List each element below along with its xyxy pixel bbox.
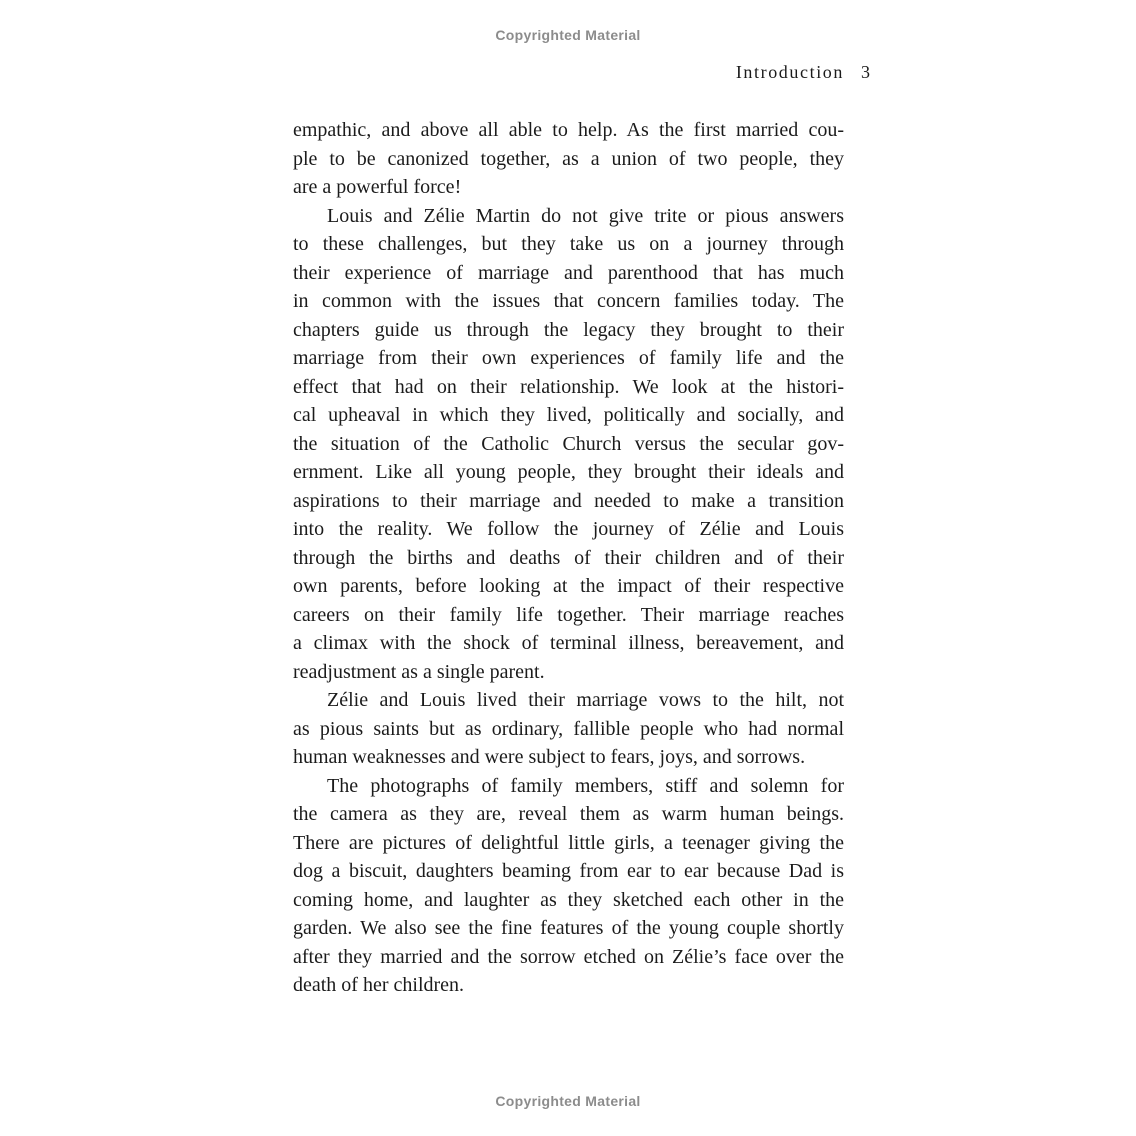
text-line: coming home, and laughter as they sketched each other in the xyxy=(293,888,844,911)
text-line: a climax with the shock of terminal illness, bereavement, and xyxy=(293,632,844,654)
text-line: their experience of marriage and parenthood that has much xyxy=(293,261,844,284)
text-line: in common with the issues that concern families today. The xyxy=(293,290,844,312)
text-line: the camera as they are, reveal them as warm human beings. xyxy=(293,803,844,825)
text-line: into the reality. We follow the journey of Zélie and Louis xyxy=(293,518,844,540)
chapter-title: Introduction xyxy=(735,62,844,82)
text-line: effect that had on their relationship. We look at the histori- xyxy=(293,375,844,398)
text-line: ernment. Like all young people, they brought their ideals and xyxy=(293,461,844,483)
text-line: dog a biscuit, daughters beaming from ear to ear because Dad is xyxy=(293,860,844,882)
text-line: are a powerful force! xyxy=(293,176,462,198)
text-line: ple to be canonized together, as a union of two people, they xyxy=(293,147,844,170)
text-line: death of her children. xyxy=(293,974,465,996)
text-line: aspirations to their marriage and needed to make a transition xyxy=(293,489,844,512)
copyright-notice-top: Copyrighted Material xyxy=(495,27,641,43)
paragraph xyxy=(293,772,844,1000)
text-line: The photographs of family members, stiff and solemn for xyxy=(327,774,844,797)
page-number: 3 xyxy=(861,62,870,82)
body-text xyxy=(293,116,844,1000)
text-line: empathic, and above all able to help. As the first married cou- xyxy=(293,119,844,141)
text-line: as pious saints but as ordinary, fallible people who had normal xyxy=(293,717,844,740)
text-line: marriage from their own experiences of family life and the xyxy=(293,347,844,369)
paragraph xyxy=(293,686,844,772)
text-line: through the births and deaths of their children and of their xyxy=(293,546,844,569)
text-line: human weaknesses and were subject to fears, joys, and sorrows. xyxy=(293,746,806,768)
text-line: own parents, before looking at the impact of their respective xyxy=(293,575,844,597)
paragraph xyxy=(293,116,844,202)
text-line: Louis and Zélie Martin do not give trite or pious answers xyxy=(327,204,844,227)
text-line: the situation of the Catholic Church versus the secular gov- xyxy=(293,432,844,455)
text-line: Zélie and Louis lived their marriage vows to the hilt, not xyxy=(327,689,844,711)
text-line: garden. We also see the fine features of the young couple shortly xyxy=(293,917,844,939)
text-line: cal upheaval in which they lived, politically and socially, and xyxy=(293,404,844,426)
text-line: readjustment as a single parent. xyxy=(293,660,545,683)
text-line: careers on their family life together. Their marriage reaches xyxy=(293,603,844,626)
paragraph xyxy=(293,202,844,687)
running-header xyxy=(736,62,870,83)
text-line: to these challenges, but they take us on a journey through xyxy=(293,233,844,255)
text-line: after they married and the sorrow etched on Zélie’s face over the xyxy=(293,945,844,968)
copyright-notice-bottom: Copyrighted Material xyxy=(495,1093,641,1109)
text-line: There are pictures of delightful little girls, a teenager giving the xyxy=(293,831,844,854)
text-line: chapters guide us through the legacy they brought to their xyxy=(293,318,844,341)
